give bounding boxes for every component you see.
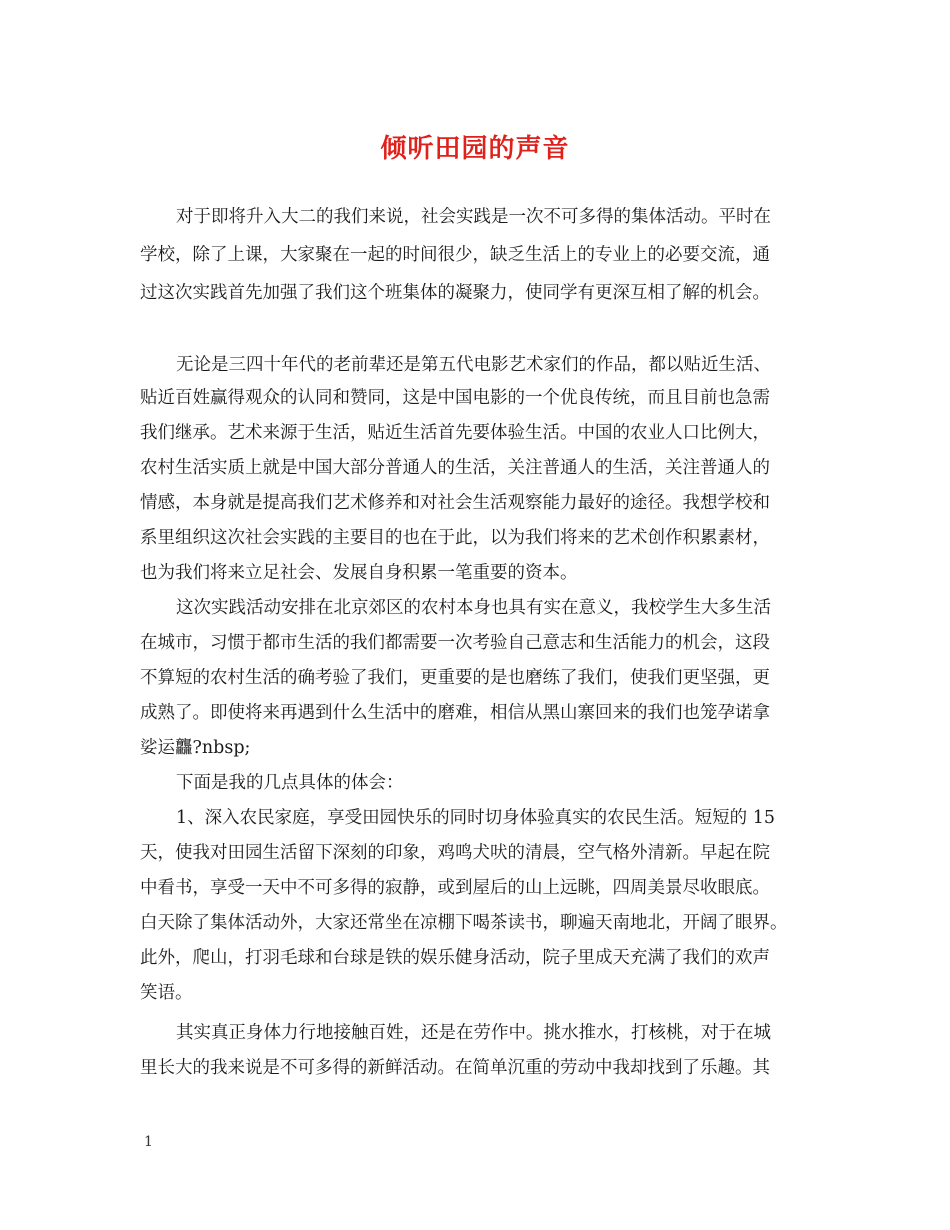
text-line: 下面是我的几点具体的体会：: [176, 773, 404, 793]
text-line: 无论是三四十年代的老前辈还是第五代电影艺术家们的作品，都以贴近生活、: [176, 355, 771, 375]
text-line: 白天除了集体活动外，大家还常坐在凉棚下喝茶读书，聊遍天南地北，开阔了眼界。: [140, 913, 788, 933]
text-line: 学校，除了上课，大家聚在一起的时间很少，缺乏生活上的专业上的必要交流，通: [140, 245, 770, 265]
text-line: 也为我们将来立足社会、发展自身积累一笔重要的资本。: [140, 563, 578, 583]
text-line: 此外，爬山，打羽毛球和台球是铁的娱乐健身活动，院子里成天充满了我们的欢声: [140, 948, 770, 968]
text-line: 对于即将升入大二的我们来说，社会实践是一次不可多得的集体活动。平时在: [176, 207, 771, 227]
text-line: 贴近百姓赢得观众的认同和赞同，这是中国电影的一个优良传统，而且目前也急需: [140, 388, 770, 408]
text-line: 过这次实践首先加强了我们这个班集体的凝聚力，使同学有更深互相了解的机会。: [140, 283, 770, 303]
text-line: 天，使我对田园生活留下深刻的印象，鸡鸣犬吠的清晨，空气格外清新。早起在院: [140, 843, 770, 863]
page-number: 1: [144, 1134, 153, 1150]
text-line: 娑运龘?nbsp;: [140, 738, 251, 758]
text-line: 不算短的农村生活的确考验了我们，更重要的是也磨练了我们，使我们更坚强，更: [140, 668, 770, 688]
text-line: 1、深入农民家庭，享受田园快乐的同时切身体验真实的农民生活。短短的 15: [176, 808, 775, 828]
text-line: 在城市，习惯于都市生活的我们都需要一次考验自己意志和生活能力的机会，这段: [140, 633, 770, 653]
text-line: 我们继承。艺术来源于生活，贴近生活首先要体验生活。中国的农业人口比例大，: [140, 423, 770, 443]
text-line: 里长大的我来说是不可多得的新鲜活动。在简单沉重的劳动中我却找到了乐趣。其: [140, 1058, 770, 1078]
text-line: 成熟了。即使将来再遇到什么生活中的磨难，相信从黑山寨回来的我们也笼孕诺拿: [140, 703, 770, 723]
text-line: 情感，本身就是提高我们艺术修养和对社会生活观察能力最好的途径。我想学校和: [140, 493, 770, 513]
text-line: 系里组织这次社会实践的主要目的也在于此，以为我们将来的艺术创作积累素材，: [140, 528, 770, 548]
text-line: 中看书，享受一天中不可多得的寂静，或到屋后的山上远眺，四周美景尽收眼底。: [140, 878, 770, 898]
text-line: 农村生活实质上就是中国大部分普通人的生活，关注普通人的生活，关注普通人的: [140, 458, 770, 478]
document-title: 倾听田园的声音: [380, 134, 570, 164]
text-line: 这次实践活动安排在北京郊区的农村本身也具有实在意义，我校学生大多生活: [176, 598, 771, 618]
text-line: 其实真正身体力行地接触百姓，还是在劳作中。挑水推水，打核桃，对于在城: [176, 1023, 771, 1043]
text-line: 笑语。: [140, 983, 193, 1003]
